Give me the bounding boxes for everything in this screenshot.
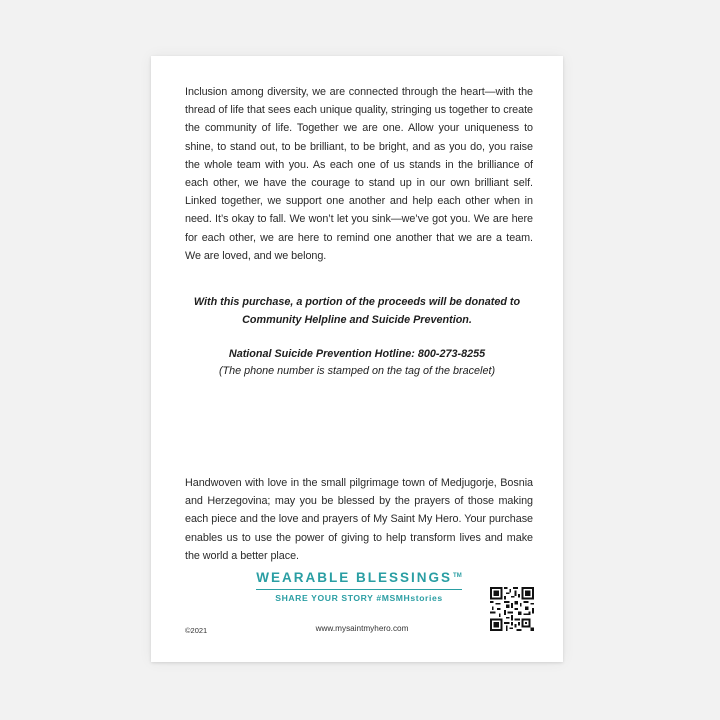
donation-line-1: With this purchase, a portion of the proceeds will be donated to xyxy=(193,296,521,308)
hotline-note: (The phone number is stamped on the tag of the bracelet) xyxy=(218,365,496,377)
intro-paragraph: Inclusion among diversity, we are connected through the heart—with the thread of life that sees each unique quality, stringing us together to create the community of life. Together we are one. Allow your uniqueness to shine, to stand out, to be brilliant, to be bright, and as you do, you raise the whole team with you. As each one of us stands in the brilliance of each other, we have the courage to stand up in our own brilliant self. Linked together, we support one another and help each other when in need. It’s okay to fall. We won’t let you sink—we’ve got you. We are here for each other, we are here to remind one another that we are a team. We are loved, and we belong. xyxy=(185,86,533,262)
donation-notice xyxy=(171,294,543,329)
origin-paragraph: Handwoven with love in the small pilgrimage town of Medjugorje, Bosnia and Herzegovina; may you be blessed by the prayers of those making each piece and the love and prayers of My Saint My Hero. Your purchase enables us to use the power of giving to help transform lives and make the world a better place. xyxy=(185,477,533,562)
brand-divider xyxy=(256,589,462,590)
brand-tagline: SHARE YOUR STORY #MSMHstories xyxy=(275,593,443,603)
copyright-text: ©2021 xyxy=(185,626,208,635)
hotline-block xyxy=(171,346,543,380)
brand-name: WEARABLE BLESSINGS xyxy=(256,570,453,585)
donation-line-2: Community Helpline and Suicide Prevention. xyxy=(242,313,472,326)
hotline-number: National Suicide Prevention Hotline: 800-273-8255 xyxy=(228,348,486,360)
trademark-mark: TM xyxy=(453,572,462,579)
product-card xyxy=(151,56,563,662)
brand-logo xyxy=(249,569,469,603)
website-link[interactable]: www.mysaintmyhero.com xyxy=(315,624,409,633)
qr-code-icon[interactable] xyxy=(490,587,534,631)
